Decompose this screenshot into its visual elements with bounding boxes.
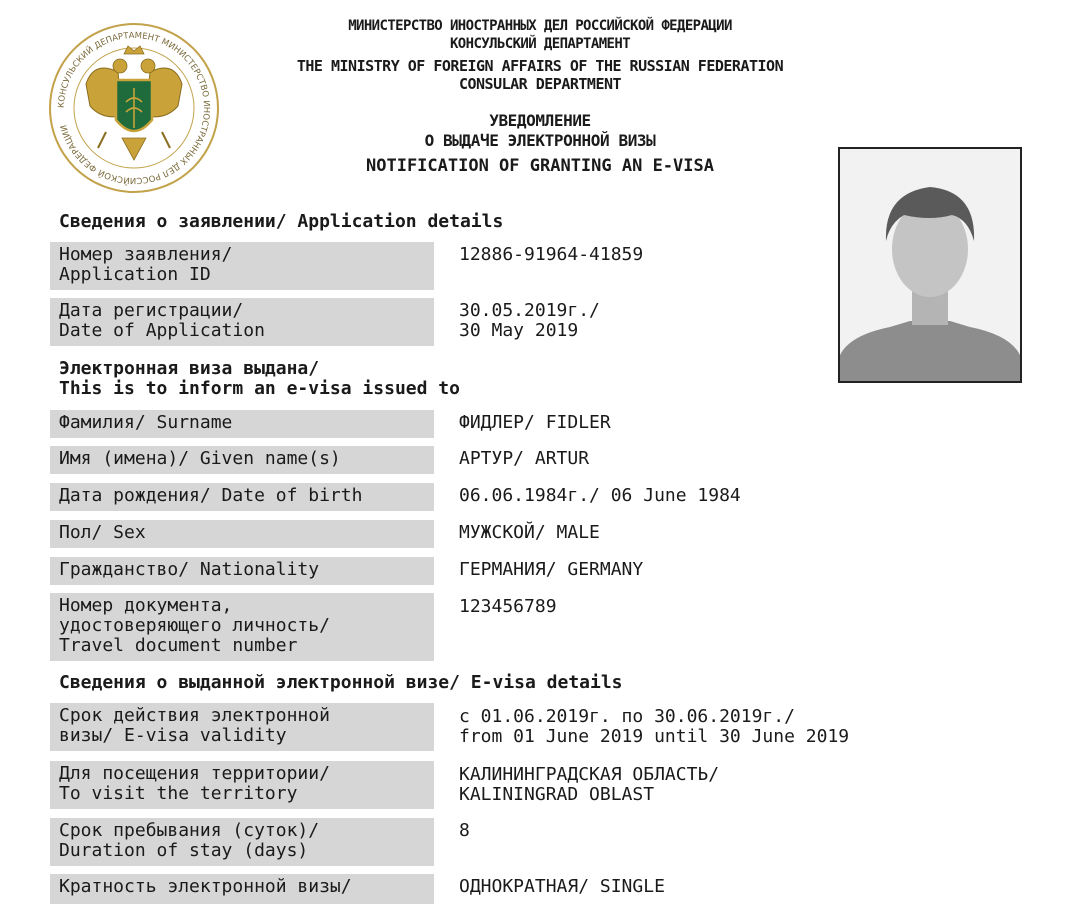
value-surname: ФИДЛЕР/ FIDLER bbox=[459, 412, 611, 433]
notice-title-en: NOTIFICATION OF GRANTING AN E-VISA bbox=[366, 156, 714, 176]
section-evisa-details: Сведения о выданной электронной визе/ E-visa details bbox=[59, 672, 623, 693]
label-territory: Для посещения территории/ To visit the territory bbox=[50, 761, 434, 809]
value-given-names: АРТУР/ ARTUR bbox=[459, 448, 590, 469]
label-nationality: Гражданство/ Nationality bbox=[50, 557, 434, 585]
person-silhouette-icon bbox=[840, 149, 1020, 381]
department-title-ru: КОНСУЛЬСКИЙ ДЕПАРТАМЕНТ bbox=[449, 36, 631, 52]
label-application-id: Номер заявления/ Application ID bbox=[50, 242, 434, 290]
value-date-of-application: 30.05.2019г./ 30 May 2019 bbox=[459, 300, 600, 341]
value-date-of-birth: 06.06.1984г./ 06 June 1984 bbox=[459, 485, 741, 506]
label-duration-of-stay: Срок пребывания (суток)/ Duration of stay (days) bbox=[50, 818, 434, 866]
label-given-names: Имя (имена)/ Given name(s) bbox=[50, 446, 434, 474]
applicant-photo bbox=[838, 147, 1022, 383]
label-travel-document-number: Номер документа, удостоверяющего личность/ Travel document number bbox=[50, 593, 434, 661]
label-evisa-validity: Срок действия электронной визы/ E-visa validity bbox=[50, 703, 434, 751]
value-evisa-validity: с 01.06.2019г. по 30.06.2019г./ from 01 June 2019 until 30 June 2019 bbox=[459, 706, 850, 747]
ministry-title-en: THE MINISTRY OF FOREIGN AFFAIRS OF THE RUSSIAN FEDERATION bbox=[296, 57, 784, 75]
value-sex: МУЖСКОЙ/ MALE bbox=[459, 522, 600, 543]
value-travel-document-number: 123456789 bbox=[459, 596, 557, 617]
value-territory: КАЛИНИНГРАДСКАЯ ОБЛАСТЬ/ KALININGRAD OBLAST bbox=[459, 764, 720, 805]
seal-ring-text: КОНСУЛЬСКИЙ ДЕПАРТАМЕНТ МИНИСТЕРСТВО ИНОСТРАННЫХ ДЕЛ РОССИЙСКОЙ ФЕДЕРАЦИИ bbox=[56, 30, 212, 186]
double-headed-eagle-icon bbox=[86, 46, 182, 160]
value-application-id: 12886-91964-41859 bbox=[459, 244, 644, 265]
value-nationality: ГЕРМАНИЯ/ GERMANY bbox=[459, 559, 644, 580]
label-date-of-birth: Дата рождения/ Date of birth bbox=[50, 483, 434, 511]
value-duration-of-stay: 8 bbox=[459, 820, 470, 841]
section-evisa-issued-to: Электронная виза выдана/ This is to inform an e-visa issued to bbox=[59, 358, 460, 399]
notice-subtitle-ru: О ВЫДАЧЕ ЭЛЕКТРОННОЙ ВИЗЫ bbox=[424, 131, 656, 150]
department-title-en: CONSULAR DEPARTMENT bbox=[458, 75, 622, 93]
label-date-of-application: Дата регистрации/ Date of Application bbox=[50, 298, 434, 346]
consular-seal bbox=[46, 20, 222, 196]
label-sex: Пол/ Sex bbox=[50, 520, 434, 548]
notice-title-ru: УВЕДОМЛЕНИЕ bbox=[489, 111, 591, 130]
section-application-details: Сведения о заявлении/ Application details bbox=[59, 211, 504, 232]
value-evisa-entries: ОДНОКРАТНАЯ/ SINGLE bbox=[459, 876, 665, 897]
label-surname: Фамилия/ Surname bbox=[50, 410, 434, 438]
label-evisa-entries: Кратность электронной визы/ bbox=[50, 874, 434, 904]
ministry-title-ru: МИНИСТЕРСТВО ИНОСТРАННЫХ ДЕЛ РОССИЙСКОЙ ФЕДЕРАЦИИ bbox=[348, 18, 732, 34]
